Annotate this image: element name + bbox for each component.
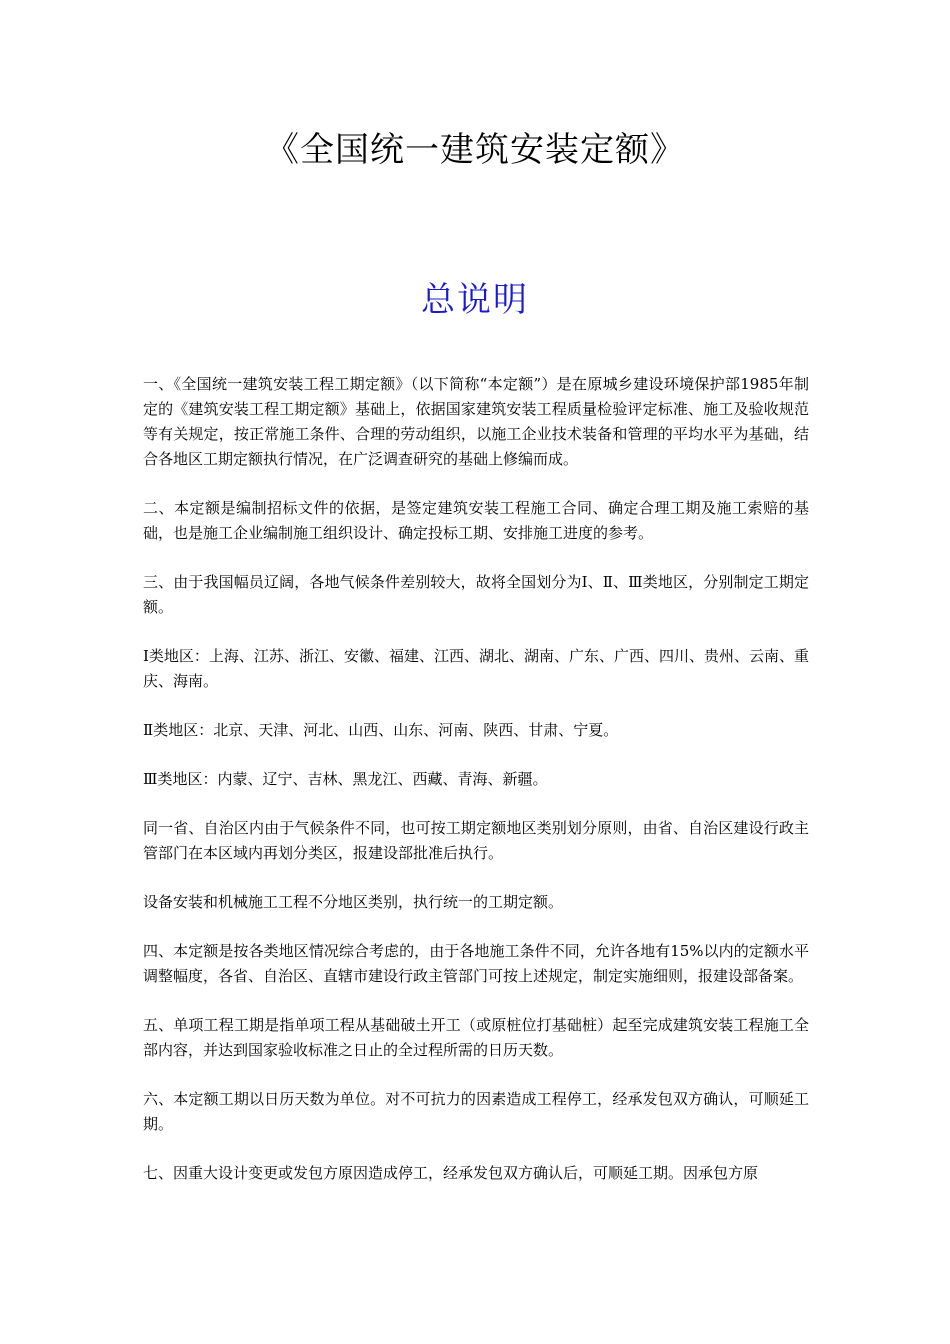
paragraph: 三、由于我国幅员辽阔，各地气候条件差别较大，故将全国划分为Ⅰ、Ⅱ、Ⅲ类地区，分别制定工期定额。 [143,573,809,616]
paragraph: Ⅱ类地区：北京、天津、河北、山西、山东、河南、陕西、甘肃、宁夏。 [143,721,619,739]
paragraph: Ⅲ类地区：内蒙、辽宁、吉林、黑龙江、西藏、青海、新疆。 [143,770,548,788]
paragraph: 四、本定额是按各类地区情况综合考虑的，由于各地施工条件不同，允许各地有15%以内的定额水平调整幅度，各省、自治区、直辖市建设行政主管部门可按上述规定，制定实施细则，报建设部备案。 [143,942,809,985]
paragraph: 七、因重大设计变更或发包方原因造成停工，经承发包双方确认后，可顺延工期。因承包方原 [143,1164,759,1182]
document-title: 《全国统一建筑安装定额》 [265,130,685,170]
paragraph: 二、本定额是编制招标文件的依据，是签定建筑安装工程施工合同、确定合理工期及施工索赔的基础，也是施工企业编制施工组织设计、确定投标工期、安排施工进度的参考。 [143,499,809,542]
section-title: 总说明 [421,280,529,320]
paragraph: 六、本定额工期以日历天数为单位。对不可抗力的因素造成工程停工，经承发包双方确认，可顺延工期。 [143,1090,809,1133]
paragraph: 设备安装和机械施工工程不分地区类别，执行统一的工期定额。 [143,893,564,911]
paragraph: 同一省、自治区内由于气候条件不同，也可按工期定额地区类别划分原则，由省、自治区建设行政主管部门在本区域内再划分类区，报建设部批准后执行。 [143,819,809,862]
document-body [143,372,809,1210]
paragraph: I类地区：上海、江苏、浙江、安徽、福建、江西、湖北、湖南、广东、广西、四川、贵州、云南、重庆、海南。 [143,647,809,690]
paragraph: 一、《全国统一建筑安装工程工期定额》（以下简称“本定额”）是在原城乡建设环境保护部1985年制定的《建筑安装工程工期定额》基础上，依据国家建筑安装工程质量检验评定标准、施工及验收规范等有关规定，按正常施工条件、合理的劳动组织，以施工企业技术装备和管理的平均水平为基础，结合各地区工期定额执行情况，在广泛调查研究的基础上修编而成。 [143,375,809,468]
paragraph: 五、单项工程工期是指单项工程从基础破土开工（或原桩位打基础桩）起至完成建筑安装工程施工全部内容，并达到国家验收标准之日止的全过程所需的日历天数。 [143,1016,809,1059]
